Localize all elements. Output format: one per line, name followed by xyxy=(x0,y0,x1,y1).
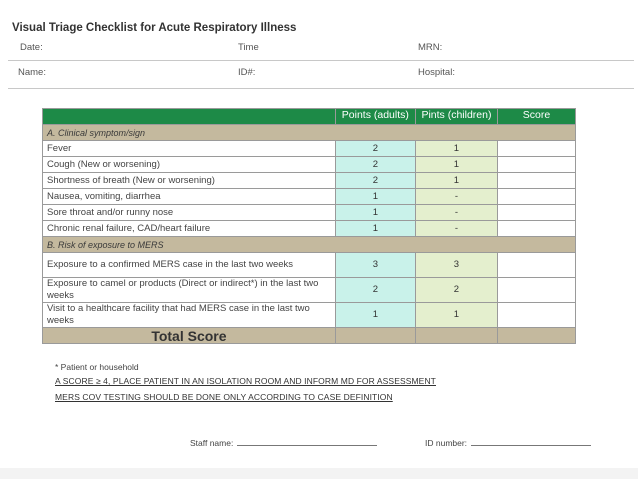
score-cell[interactable] xyxy=(498,189,576,205)
table-row xyxy=(43,189,576,205)
row-label: Exposure to a confirmed MERS case in the last two weeks xyxy=(43,253,336,278)
header-label-cell xyxy=(43,109,336,125)
points-children-cell: 1 xyxy=(415,303,497,328)
points-children-cell: - xyxy=(415,189,497,205)
header-fields-row-1 xyxy=(12,42,632,56)
row-label: Shortness of breath (New or worsening) xyxy=(43,173,336,189)
table-row xyxy=(43,157,576,173)
time-field-label: Time xyxy=(238,42,259,53)
score-cell[interactable] xyxy=(498,253,576,278)
triage-score-table xyxy=(42,108,576,344)
points-children-cell: - xyxy=(415,221,497,237)
table-row xyxy=(43,141,576,157)
points-children-cell: 1 xyxy=(415,141,497,157)
points-adults-cell: 1 xyxy=(335,221,415,237)
total-adults-cell xyxy=(335,328,415,344)
points-adults-cell: 2 xyxy=(335,141,415,157)
footnote: * Patient or household xyxy=(55,362,139,372)
date-field-label: Date: xyxy=(20,42,43,53)
points-adults-cell: 1 xyxy=(335,303,415,328)
table-row xyxy=(43,303,576,328)
row-label: Fever xyxy=(43,141,336,157)
section-a-label: A. Clinical symptom/sign xyxy=(43,125,576,141)
total-score-label: Total Score xyxy=(43,328,336,344)
points-adults-cell: 2 xyxy=(335,173,415,189)
staff-name-label: Staff name: xyxy=(190,438,234,448)
points-children-cell: - xyxy=(415,205,497,221)
score-cell[interactable] xyxy=(498,205,576,221)
table-row xyxy=(43,221,576,237)
points-children-cell: 1 xyxy=(415,157,497,173)
mrn-field-label: MRN: xyxy=(418,42,443,53)
table-row xyxy=(43,253,576,278)
row-label: Visit to a healthcare facility that had MERS case in the last two weeks xyxy=(43,303,336,328)
score-cell[interactable] xyxy=(498,303,576,328)
bottom-band xyxy=(0,468,638,479)
total-score-cell[interactable] xyxy=(498,328,576,344)
divider xyxy=(8,88,634,89)
row-label: Chronic renal failure, CAD/heart failure xyxy=(43,221,336,237)
row-label: Nausea, vomiting, diarrhea xyxy=(43,189,336,205)
header-score: Score xyxy=(498,109,576,125)
row-label: Exposure to camel or products (Direct or indirect*) in the last two weeks xyxy=(43,278,336,303)
score-cell[interactable] xyxy=(498,173,576,189)
section-b-label: B. Risk of exposure to MERS xyxy=(43,237,576,253)
table-row xyxy=(43,205,576,221)
points-adults-cell: 1 xyxy=(335,189,415,205)
score-cell[interactable] xyxy=(498,141,576,157)
table-row xyxy=(43,173,576,189)
header-points-adults: Points (adults) xyxy=(335,109,415,125)
points-adults-cell: 3 xyxy=(335,253,415,278)
section-row-clinical xyxy=(43,125,576,141)
isolation-instruction: A SCORE ≥ 4, PLACE PATIENT IN AN ISOLATION ROOM AND INFORM MD FOR ASSESSMENT xyxy=(55,376,436,386)
points-children-cell: 3 xyxy=(415,253,497,278)
section-row-exposure xyxy=(43,237,576,253)
page-title: Visual Triage Checklist for Acute Respiratory Illness xyxy=(12,22,297,34)
name-field-label: Name: xyxy=(18,67,46,78)
id-field-label: ID#: xyxy=(238,67,256,78)
table-row xyxy=(43,278,576,303)
divider xyxy=(8,60,634,61)
header-points-children: Pints (children) xyxy=(415,109,497,125)
points-children-cell: 1 xyxy=(415,173,497,189)
points-children-cell: 2 xyxy=(415,278,497,303)
header-fields-row-2 xyxy=(12,67,632,81)
score-cell[interactable] xyxy=(498,278,576,303)
staff-name-field xyxy=(190,438,377,448)
id-number-line[interactable] xyxy=(471,445,591,446)
points-adults-cell: 1 xyxy=(335,205,415,221)
row-label: Sore throat and/or runny nose xyxy=(43,205,336,221)
points-adults-cell: 2 xyxy=(335,157,415,173)
row-label: Cough (New or worsening) xyxy=(43,157,336,173)
id-number-label: ID number: xyxy=(425,438,468,448)
score-cell[interactable] xyxy=(498,157,576,173)
score-cell[interactable] xyxy=(498,221,576,237)
id-number-field xyxy=(425,438,591,448)
testing-instruction: MERS COV TESTING SHOULD BE DONE ONLY ACCORDING TO CASE DEFINITION xyxy=(55,392,393,402)
total-children-cell xyxy=(415,328,497,344)
table-header-row xyxy=(43,109,576,125)
points-adults-cell: 2 xyxy=(335,278,415,303)
staff-name-line[interactable] xyxy=(237,445,377,446)
total-row xyxy=(43,328,576,344)
hospital-field-label: Hospital: xyxy=(418,67,455,78)
